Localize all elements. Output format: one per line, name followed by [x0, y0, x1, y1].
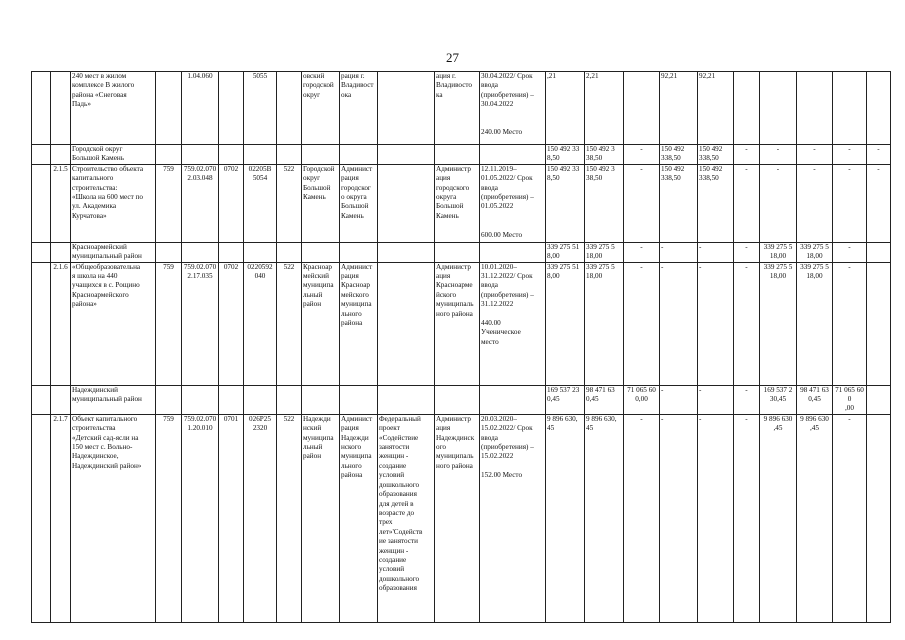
table-cell: овский городской округ — [302, 72, 340, 145]
table-cell: 759.02.070 2.03.048 — [182, 164, 219, 242]
table-cell: Администр ация городского округа Большой Камень — [435, 164, 480, 242]
table-cell: Админист рация Краснoар мейского муниципа льного района — [340, 262, 378, 385]
table-cell — [219, 72, 244, 145]
table-cell: 5055 — [244, 72, 277, 145]
table-cell — [51, 72, 71, 145]
table-cell: - — [734, 262, 760, 385]
table-cell: 71 065 60 0,00 — [624, 385, 660, 414]
table-cell: Админист рация городског о округа Большой Камень — [340, 164, 378, 242]
table-cell: 759.02.070 2.17.035 — [182, 262, 219, 385]
table-cell: 12.11.2019– 01.05.2022/ Срок ввода (приобретения) – 01.05.2022 600.00 Место — [480, 164, 546, 242]
table-cell: Строительство объекта капитального строительства: «Школа на 600 мест по ул. Академика Курчатова» — [71, 164, 156, 242]
table-cell: 150 492 3 38,50 — [585, 145, 624, 165]
table-cell: 98 471 63 0,45 — [797, 385, 833, 414]
table-cell — [480, 385, 546, 414]
table-cell: - — [734, 385, 760, 414]
table-cell — [302, 385, 340, 414]
table-cell: 92,21 — [660, 72, 698, 145]
budget-table — [31, 71, 891, 623]
table-cell — [378, 72, 435, 145]
table-cell — [340, 242, 378, 262]
table-cell — [51, 385, 71, 414]
table-cell: Красноармейский муниципальный район — [71, 242, 156, 262]
table-cell: - — [797, 145, 833, 165]
table-cell: 169 537 2 30,45 — [760, 385, 797, 414]
table-cell: Объект капитального строительства «Детский сад-ясли на 150 мест с. Вольно- Надеждинское, Надеждинский район» — [71, 414, 156, 622]
table-cell — [51, 242, 71, 262]
table-cell — [340, 385, 378, 414]
table-cell: 10.01.2020– 31.12.2022/ Срок ввода (приобретения) – 31.12.2022 440.00 Ученическое место — [480, 262, 546, 385]
table-cell: 339 275 5 18,00 — [760, 242, 797, 262]
table-cell: 240 мест в жилом комплексе В жилого района «Снеговая Падь» — [71, 72, 156, 145]
table-cell — [219, 145, 244, 165]
table-cell: - — [660, 385, 698, 414]
table-cell: 759.02.070 1.20.010 — [182, 414, 219, 622]
table-cell: 2.1.5 — [51, 164, 71, 242]
table-cell: 026P25 2320 — [244, 414, 277, 622]
table-cell — [340, 145, 378, 165]
table-cell — [219, 242, 244, 262]
table-cell: Надеждинский муниципальный район — [71, 385, 156, 414]
table-cell: 522 — [277, 164, 302, 242]
table-cell — [867, 385, 891, 414]
table-cell: - — [660, 414, 698, 622]
table-cell: 20.03.2020– 15.02.2022/ Срок ввода (приобретения) – 15.02.2022 152.00 Место — [480, 414, 546, 622]
table-cell — [867, 242, 891, 262]
table-cell: 0702 — [219, 164, 244, 242]
table-cell: - — [867, 164, 891, 242]
table-cell: 150 492 33 8,50 — [546, 145, 585, 165]
table-cell — [277, 242, 302, 262]
table-cell: 02205В 5054 — [244, 164, 277, 242]
table-cell — [244, 242, 277, 262]
table-cell: 759 — [156, 164, 182, 242]
table-cell — [378, 385, 435, 414]
table-cell: - — [734, 242, 760, 262]
table-cell: 150 492 33 8,50 — [546, 164, 585, 242]
table-cell: - — [624, 414, 660, 622]
table-cell: ация г. Владивосто ка — [435, 72, 480, 145]
page-number: 27 — [446, 50, 459, 65]
table-cell — [182, 145, 219, 165]
table-cell: 0702 — [219, 262, 244, 385]
table-cell — [797, 72, 833, 145]
table-cell — [219, 385, 244, 414]
table-cell: Надежди нский муниципа льный район — [302, 414, 340, 622]
table-cell — [833, 72, 867, 145]
table-cell: 759 — [156, 414, 182, 622]
table-cell: - — [833, 262, 867, 385]
table-cell: - — [624, 242, 660, 262]
table-row — [32, 164, 891, 242]
table-cell: 339 275 5 18,00 — [585, 262, 624, 385]
table-cell — [277, 145, 302, 165]
table-cell: - — [624, 164, 660, 242]
table-cell — [32, 72, 51, 145]
table-cell: - — [833, 164, 867, 242]
table-cell: - — [698, 262, 734, 385]
table-cell — [480, 145, 546, 165]
table-cell — [32, 242, 51, 262]
table-cell: 522 — [277, 262, 302, 385]
table-cell: - — [698, 385, 734, 414]
table-cell — [435, 145, 480, 165]
table-row — [32, 414, 891, 622]
table-cell: - — [833, 242, 867, 262]
table-cell: - — [660, 262, 698, 385]
table-cell: 150 492 338,50 — [660, 164, 698, 242]
table-cell — [182, 385, 219, 414]
table-cell: Городской округ Большой Камень — [302, 164, 340, 242]
table-cell: ,21 — [546, 72, 585, 145]
table-cell — [302, 145, 340, 165]
table-cell — [624, 72, 660, 145]
table-cell — [156, 385, 182, 414]
table-cell — [51, 145, 71, 165]
table-cell: - — [624, 262, 660, 385]
table-cell: 9 896 630, 45 — [585, 414, 624, 622]
table-cell: 2.1.7 — [51, 414, 71, 622]
table-row — [32, 72, 891, 145]
table-cell: - — [867, 145, 891, 165]
table-cell: - — [734, 145, 760, 165]
table-cell — [867, 262, 891, 385]
table-cell: 9 896 630, 45 — [546, 414, 585, 622]
table-cell — [244, 385, 277, 414]
table-cell — [760, 72, 797, 145]
table-cell: Городской округ Большой Камень — [71, 145, 156, 165]
table-cell: 150 492 338,50 — [660, 145, 698, 165]
table-row — [32, 145, 891, 165]
table-cell: 759 — [156, 262, 182, 385]
table-cell: 150 492 3 38,50 — [585, 164, 624, 242]
table-cell: 9 896 630 ,45 — [797, 414, 833, 622]
table-cell — [867, 72, 891, 145]
table-cell: - — [624, 145, 660, 165]
table-cell: 92,21 — [698, 72, 734, 145]
table-cell: 2,21 — [585, 72, 624, 145]
table-cell: 339 275 5 18,00 — [585, 242, 624, 262]
table-cell — [182, 242, 219, 262]
table-cell — [480, 242, 546, 262]
table-cell — [435, 242, 480, 262]
table-cell — [378, 262, 435, 385]
table-cell — [378, 145, 435, 165]
table-cell — [32, 164, 51, 242]
table-cell: «Общеобразовательна я школа на 440 учащихся в с. Рощино Красноармейского района» — [71, 262, 156, 385]
table-cell — [302, 242, 340, 262]
table-cell: 9 896 630 ,45 — [760, 414, 797, 622]
table-cell: 339 275 51 8,00 — [546, 262, 585, 385]
table-cell — [32, 145, 51, 165]
table-cell: Красноар мейский муниципа льный район — [302, 262, 340, 385]
table-cell: Админист рация Надежди нского муниципа льного района — [340, 414, 378, 622]
table-cell — [156, 242, 182, 262]
table-cell: 339 275 5 18,00 — [797, 262, 833, 385]
table-cell: рация г. Владивост ока — [340, 72, 378, 145]
table-cell: 169 537 23 0,45 — [546, 385, 585, 414]
table-cell: 0220592 040 — [244, 262, 277, 385]
table-cell: - — [734, 414, 760, 622]
table-row — [32, 385, 891, 414]
table-cell: - — [698, 414, 734, 622]
table-cell: - — [660, 242, 698, 262]
table-cell — [277, 385, 302, 414]
table-cell: - — [734, 164, 760, 242]
table-cell: - — [833, 145, 867, 165]
table-cell — [32, 385, 51, 414]
table-cell — [244, 145, 277, 165]
table-cell — [378, 164, 435, 242]
table-cell: 2.1.6 — [51, 262, 71, 385]
table-cell: Администр ация Красноарме йского муниципаль ного района — [435, 262, 480, 385]
table-cell: Администр ация Надеждинск ого муниципаль ного района — [435, 414, 480, 622]
table-cell: - — [760, 145, 797, 165]
table-cell — [435, 385, 480, 414]
table-cell — [867, 414, 891, 622]
table-cell: 339 275 5 18,00 — [760, 262, 797, 385]
table-cell — [32, 414, 51, 622]
table-cell — [378, 242, 435, 262]
table-cell: 150 492 338,50 — [698, 164, 734, 242]
table-cell: 1.04.060 — [182, 72, 219, 145]
table-cell: - — [833, 414, 867, 622]
table-cell: 339 275 51 8,00 — [546, 242, 585, 262]
table-cell: 0701 — [219, 414, 244, 622]
table-cell: 339 275 5 18,00 — [797, 242, 833, 262]
table-cell: 522 — [277, 414, 302, 622]
table-cell — [156, 72, 182, 145]
table-cell — [32, 262, 51, 385]
table-cell — [156, 145, 182, 165]
table-body — [32, 72, 891, 623]
table-cell: 30.04.2022/ Срок ввода (приобретения) – 30.04.2022 240.00 Место — [480, 72, 546, 145]
table-row — [32, 242, 891, 262]
table-row — [32, 262, 891, 385]
table-cell: - — [760, 164, 797, 242]
table-cell: 150 492 338,50 — [698, 145, 734, 165]
table-cell — [734, 72, 760, 145]
table-cell: - — [698, 242, 734, 262]
table-cell: - — [797, 164, 833, 242]
table-cell: 98 471 63 0,45 — [585, 385, 624, 414]
table-cell: 71 065 600 ,00 — [833, 385, 867, 414]
table-cell: Федеральный проект «Содействие занятости женщин - создание условий дошкольного образования для детей в возрасте до трех лет»'Содейств ие занятости женщин - создание условий дошкольного образования — [378, 414, 435, 622]
table-cell — [277, 72, 302, 145]
